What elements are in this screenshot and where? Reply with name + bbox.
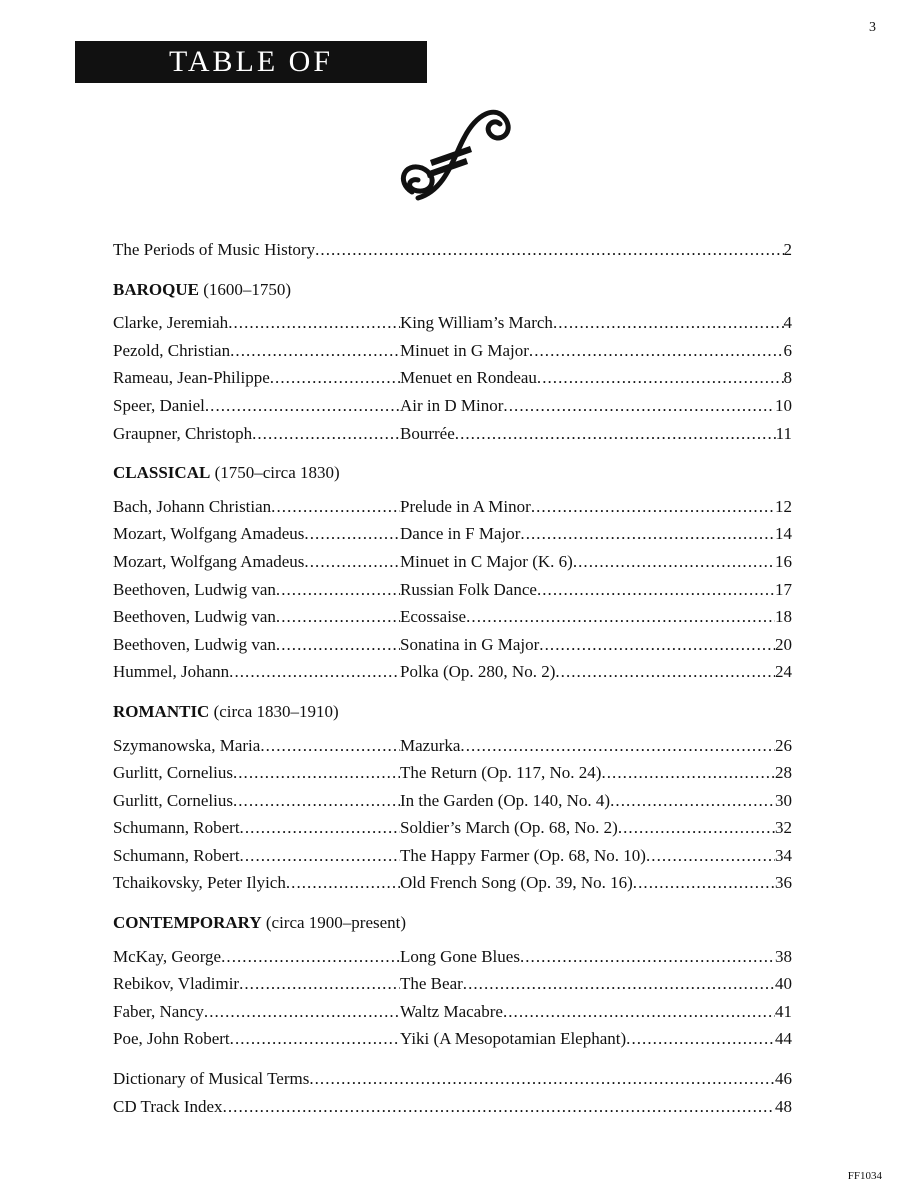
toc-entry[interactable] [113, 548, 792, 576]
composer-column [113, 420, 400, 448]
page-ref: 32 [775, 818, 792, 838]
composer-name: Mozart, Wolfgang Amadeus [113, 551, 305, 571]
leader-dots [555, 658, 775, 686]
section-name: BAROQUE [113, 279, 199, 299]
piece-column [400, 970, 792, 998]
composer-column [113, 520, 400, 548]
leader-dots [529, 337, 784, 365]
piece-column [400, 787, 792, 815]
composer-name: Rebikov, Vladimir [113, 974, 240, 994]
page-ref: 10 [775, 395, 792, 415]
piece-title: Long Gone Blues [400, 946, 520, 966]
page-ref: 11 [775, 423, 792, 443]
piece-column [400, 732, 792, 760]
toc-entry[interactable] [113, 759, 792, 787]
composer-column [113, 970, 400, 998]
leader-dots [260, 732, 400, 760]
piece-title: Sonatina in G Major [400, 634, 540, 654]
piece-column [400, 520, 792, 548]
page-ref: 16 [775, 551, 792, 571]
toc-entry[interactable] [113, 392, 792, 420]
piece-title: Old French Song (Op. 39, No. 16) [400, 873, 633, 893]
leader-dots [271, 493, 400, 521]
page-title: TABLE OF CONTENTS [75, 41, 427, 83]
piece-title: Soldier’s March (Op. 68, No. 2) [400, 818, 618, 838]
page-ref: 40 [775, 974, 792, 994]
leader-dots [633, 869, 775, 897]
spacer [113, 264, 792, 276]
composer-name: Bach, Johann Christian [113, 496, 272, 516]
composer-column [113, 869, 400, 897]
piece-column [400, 631, 792, 659]
composer-column [113, 309, 400, 337]
page-ref: 48 [775, 1096, 792, 1116]
piece-title: Dance in F Major [400, 524, 521, 544]
piece-title: Ecossaise [400, 607, 467, 627]
section-range: (1750–circa 1830) [214, 463, 340, 483]
composer-column [113, 337, 400, 365]
leader-dots [221, 943, 400, 971]
leader-dots [573, 548, 775, 576]
toc-entry[interactable] [113, 493, 792, 521]
composer-column [113, 759, 400, 787]
section-heading [113, 909, 792, 937]
leader-dots [463, 970, 775, 998]
leader-dots [618, 814, 775, 842]
leader-dots [233, 787, 400, 815]
composer-column [113, 1025, 400, 1053]
section-name: ROMANTIC [113, 701, 210, 721]
section-heading [113, 276, 792, 304]
piece-title: In the Garden (Op. 140, No. 4) [400, 790, 611, 810]
composer-column [113, 787, 400, 815]
leader-dots [315, 236, 783, 264]
spacer [113, 686, 792, 698]
composer-column [113, 943, 400, 971]
table-of-contents [113, 236, 792, 1120]
page-ref: 36 [775, 873, 792, 893]
page-ref: 2 [783, 240, 792, 259]
leader-dots [601, 759, 775, 787]
composer-column [113, 842, 400, 870]
piece-title: Menuet en Rondeau [400, 368, 537, 388]
toc-entry[interactable] [113, 970, 792, 998]
treble-flourish-icon [388, 98, 518, 213]
toc-entry[interactable] [113, 603, 792, 631]
section-range: (circa 1900–present) [265, 913, 407, 933]
composer-column [113, 364, 400, 392]
leader-dots [223, 1093, 775, 1121]
composer-name: Tchaikovsky, Peter Ilyich [113, 873, 286, 893]
piece-column [400, 1025, 792, 1053]
leader-dots [304, 548, 400, 576]
leader-dots [537, 364, 784, 392]
composer-name: Mozart, Wolfgang Amadeus [113, 524, 305, 544]
leader-dots [553, 309, 784, 337]
piece-title: Mazurka [400, 735, 461, 755]
toc-entry[interactable] [113, 631, 792, 659]
piece-column [400, 658, 792, 686]
composer-name: Poe, John Robert [113, 1029, 230, 1049]
toc-entry[interactable] [113, 337, 792, 365]
piece-title: Prelude in A Minor [400, 496, 531, 516]
composer-name: Hummel, Johann [113, 662, 230, 682]
footer-code: FF1034 [847, 1170, 882, 1182]
toc-entry[interactable] [113, 658, 792, 686]
piece-column [400, 364, 792, 392]
leader-dots [537, 576, 775, 604]
spacer [113, 1053, 792, 1065]
piece-title: Polka (Op. 280, No. 2) [400, 662, 556, 682]
piece-column [400, 943, 792, 971]
composer-name: Schumann, Robert [113, 818, 240, 838]
piece-column [400, 814, 792, 842]
toc-entry[interactable] [113, 869, 792, 897]
leader-dots [276, 576, 400, 604]
composer-column [113, 548, 400, 576]
section-name: CONTEMPORARY [113, 913, 262, 933]
composer-name: Gurlitt, Cornelius [113, 763, 233, 783]
leader-dots [230, 337, 400, 365]
composer-column [113, 814, 400, 842]
appendix-entry[interactable] [113, 1065, 792, 1093]
leader-dots [455, 420, 776, 448]
leader-dots [309, 1065, 775, 1093]
leader-dots [230, 1025, 400, 1053]
composer-column [113, 732, 400, 760]
page-ref: 30 [775, 790, 792, 810]
toc-entry[interactable] [113, 364, 792, 392]
leader-dots [520, 943, 775, 971]
page-ref: 28 [775, 763, 792, 783]
piece-title: The Happy Farmer (Op. 68, No. 10) [400, 845, 646, 865]
leader-dots [626, 1025, 775, 1053]
page-ref: 18 [775, 607, 792, 627]
leader-dots [610, 787, 775, 815]
leader-dots [646, 842, 775, 870]
leader-dots [466, 603, 775, 631]
leader-dots [539, 631, 775, 659]
piece-title: King William’s March [400, 313, 553, 333]
leader-dots [304, 520, 400, 548]
piece-column [400, 337, 792, 365]
toc-entry[interactable] [113, 787, 792, 815]
toc-entry[interactable] [113, 998, 792, 1026]
piece-title: Yiki (A Mesopotamian Elephant) [400, 1029, 627, 1049]
composer-name: Gurlitt, Cornelius [113, 790, 233, 810]
composer-name: Graupner, Christoph [113, 423, 253, 443]
page-ref: 12 [775, 496, 792, 516]
section-heading [113, 698, 792, 726]
toc-entry[interactable] [113, 814, 792, 842]
page-ref: 17 [775, 579, 792, 599]
page-ref: 14 [775, 524, 792, 544]
intro-entry[interactable] [113, 236, 792, 264]
piece-title: The Return (Op. 117, No. 24) [400, 763, 602, 783]
leader-dots [276, 631, 400, 659]
leader-dots [228, 309, 400, 337]
section-range: (circa 1830–1910) [213, 701, 339, 721]
leader-dots [520, 520, 775, 548]
appendix-entry[interactable] [113, 1093, 792, 1121]
page-ref: 26 [775, 735, 792, 755]
composer-column [113, 658, 400, 686]
composer-name: Beethoven, Ludwig van [113, 579, 276, 599]
section-range: (1600–1750) [203, 279, 292, 299]
toc-entry[interactable] [113, 842, 792, 870]
composer-name: Rameau, Jean-Philippe [113, 368, 270, 388]
spacer [113, 447, 792, 459]
piece-column [400, 576, 792, 604]
piece-column [400, 309, 792, 337]
piece-column [400, 759, 792, 787]
entry-label: The Periods of Music History [113, 240, 316, 259]
composer-name: Speer, Daniel [113, 395, 205, 415]
page-ref: 34 [775, 845, 792, 865]
entry-label: CD Track Index [113, 1096, 223, 1116]
piece-title: Minuet in G Major [400, 340, 529, 360]
composer-name: Szymanowska, Maria [113, 735, 261, 755]
composer-name: Clarke, Jeremiah [113, 313, 229, 333]
piece-title: Air in D Minor [400, 395, 504, 415]
page-ref: 6 [783, 340, 792, 360]
spacer [113, 897, 792, 909]
toc-entry[interactable] [113, 520, 792, 548]
leader-dots [503, 392, 775, 420]
leader-dots [270, 364, 400, 392]
toc-entry[interactable] [113, 309, 792, 337]
composer-name: Schumann, Robert [113, 845, 240, 865]
composer-column [113, 576, 400, 604]
leader-dots [286, 869, 400, 897]
piece-column [400, 603, 792, 631]
leader-dots [503, 998, 775, 1026]
toc-entry[interactable] [113, 732, 792, 760]
page-ref: 38 [775, 946, 792, 966]
piece-title: Russian Folk Dance [400, 579, 537, 599]
composer-name: Beethoven, Ludwig van [113, 607, 276, 627]
entry-label: Dictionary of Musical Terms [113, 1069, 310, 1089]
page-ref: 4 [783, 313, 792, 333]
piece-title: Bourrée [400, 423, 455, 443]
toc-entry[interactable] [113, 943, 792, 971]
leader-dots [205, 392, 400, 420]
leader-dots [233, 759, 400, 787]
piece-column [400, 420, 792, 448]
leader-dots [252, 420, 400, 448]
page-ref: 20 [775, 634, 792, 654]
piece-column [400, 392, 792, 420]
composer-column [113, 631, 400, 659]
piece-column [400, 548, 792, 576]
page-ref: 8 [783, 368, 792, 388]
composer-name: Faber, Nancy [113, 1001, 204, 1021]
composer-column [113, 998, 400, 1026]
page-number: 3 [869, 20, 876, 35]
leader-dots [531, 493, 775, 521]
section-heading [113, 459, 792, 487]
toc-entry[interactable] [113, 576, 792, 604]
leader-dots [229, 658, 400, 686]
page-ref: 24 [775, 662, 792, 682]
composer-name: Beethoven, Ludwig van [113, 634, 276, 654]
composer-column [113, 392, 400, 420]
leader-dots [240, 842, 400, 870]
piece-title: The Bear [400, 974, 463, 994]
toc-entry[interactable] [113, 1025, 792, 1053]
leader-dots [276, 603, 400, 631]
page-ref: 46 [775, 1069, 792, 1089]
page-ref: 41 [775, 1001, 792, 1021]
composer-name: McKay, George [113, 946, 222, 966]
piece-title: Minuet in C Major (K. 6) [400, 551, 573, 571]
piece-column [400, 998, 792, 1026]
piece-column [400, 842, 792, 870]
composer-column [113, 493, 400, 521]
piece-title: Waltz Macabre [400, 1001, 503, 1021]
page-ref: 44 [775, 1029, 792, 1049]
section-name: CLASSICAL [113, 463, 211, 483]
leader-dots [204, 998, 400, 1026]
leader-dots [239, 970, 400, 998]
composer-column [113, 603, 400, 631]
leader-dots [240, 814, 400, 842]
toc-entry[interactable] [113, 420, 792, 448]
composer-name: Pezold, Christian [113, 340, 231, 360]
leader-dots [460, 732, 775, 760]
piece-column [400, 869, 792, 897]
piece-column [400, 493, 792, 521]
